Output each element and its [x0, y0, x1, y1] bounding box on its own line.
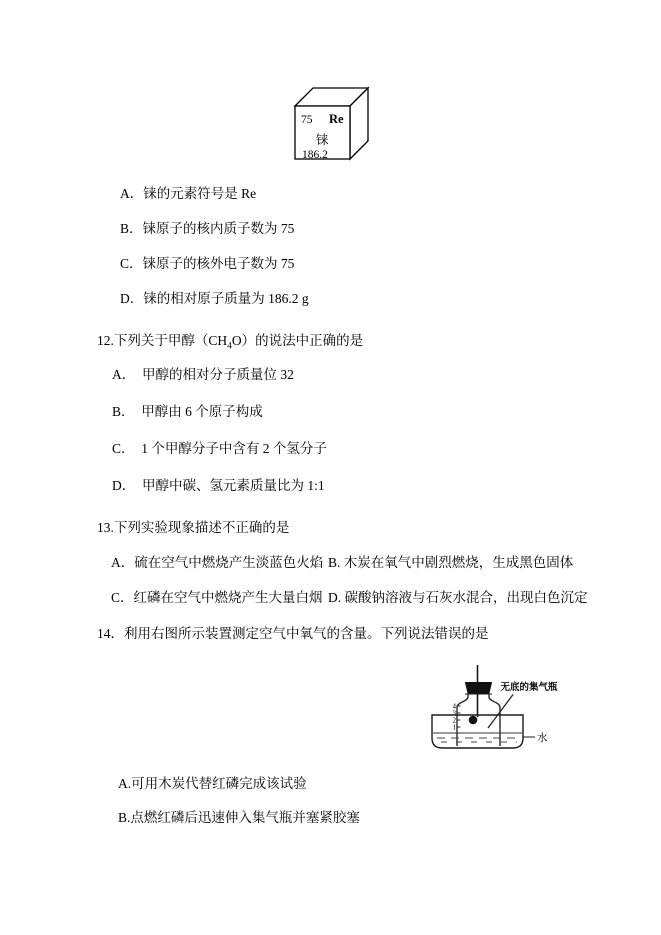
q12-option-c: C． 1 个甲醇分子中含有 2 个氢分子	[112, 441, 327, 456]
q14-option-b: B.点燃红磷后迅速伸入集气瓶并塞紧胶塞	[118, 810, 360, 825]
bottle-label: 无底的集气瓶	[500, 683, 558, 693]
q13-stem: 13.下列实验现象描述不正确的是	[97, 520, 290, 535]
element-name: 铼	[316, 133, 329, 147]
q12-stem	[97, 333, 363, 352]
q14-option-a: A.可用木炭代替红磷完成该试验	[118, 776, 307, 791]
q12-option-d: D． 甲醇中碳、氢元素质量比为 1:1	[112, 478, 325, 493]
q11-option-d: D．铼的相对原子质量为 186.2 g	[120, 291, 309, 306]
atomic-number: 75	[301, 114, 313, 126]
rubber-stopper	[466, 683, 492, 694]
water-label: 水	[537, 733, 548, 744]
scale-mark-3: 3	[452, 709, 456, 718]
red-phosphorus-ball	[469, 716, 478, 725]
q13-option-c: C．红磷在空气中燃烧产生大量白烟	[111, 590, 323, 605]
q12-stem-prefix: 12.下列关于甲醇（CH	[97, 333, 228, 348]
q11-option-b: B．铼原子的核内质子数为 75	[120, 221, 295, 236]
q12-option-a: A． 甲醇的相对分子质量位 32	[112, 367, 294, 382]
q13-option-a: A．硫在空气中燃烧产生淡蓝色火焰	[111, 555, 324, 570]
q11-option-c: C．铼原子的核外电子数为 75	[120, 256, 295, 271]
element-symbol: Re	[329, 112, 344, 126]
atomic-mass: 186.2	[302, 149, 328, 161]
q14-stem: 14．利用右图所示装置测定空气中氧气的含量。下列说法错误的是	[97, 626, 489, 641]
q12-stem-suffix: O）的说法中正确的是	[231, 333, 364, 348]
oxygen-measurement-apparatus-diagram	[425, 650, 570, 755]
q11-option-a: A．铼的元素符号是 Re	[120, 186, 257, 201]
water-trough	[432, 715, 523, 748]
scale-mark-4: 4	[452, 702, 456, 711]
q13-option-d: D. 碳酸钠溶液与石灰水混合，出现白色沉定	[328, 590, 588, 605]
scale-mark-2: 2	[452, 716, 456, 725]
element-cube-diagram	[290, 83, 376, 165]
scale-mark-1: 1	[452, 723, 456, 732]
q13-option-b: B. 木炭在氧气中剧烈燃烧，生成黑色固体	[328, 555, 574, 570]
q12-option-b: B． 甲醇由 6 个原子构成	[112, 404, 263, 419]
q12-formula-subscript: 4	[227, 341, 232, 352]
